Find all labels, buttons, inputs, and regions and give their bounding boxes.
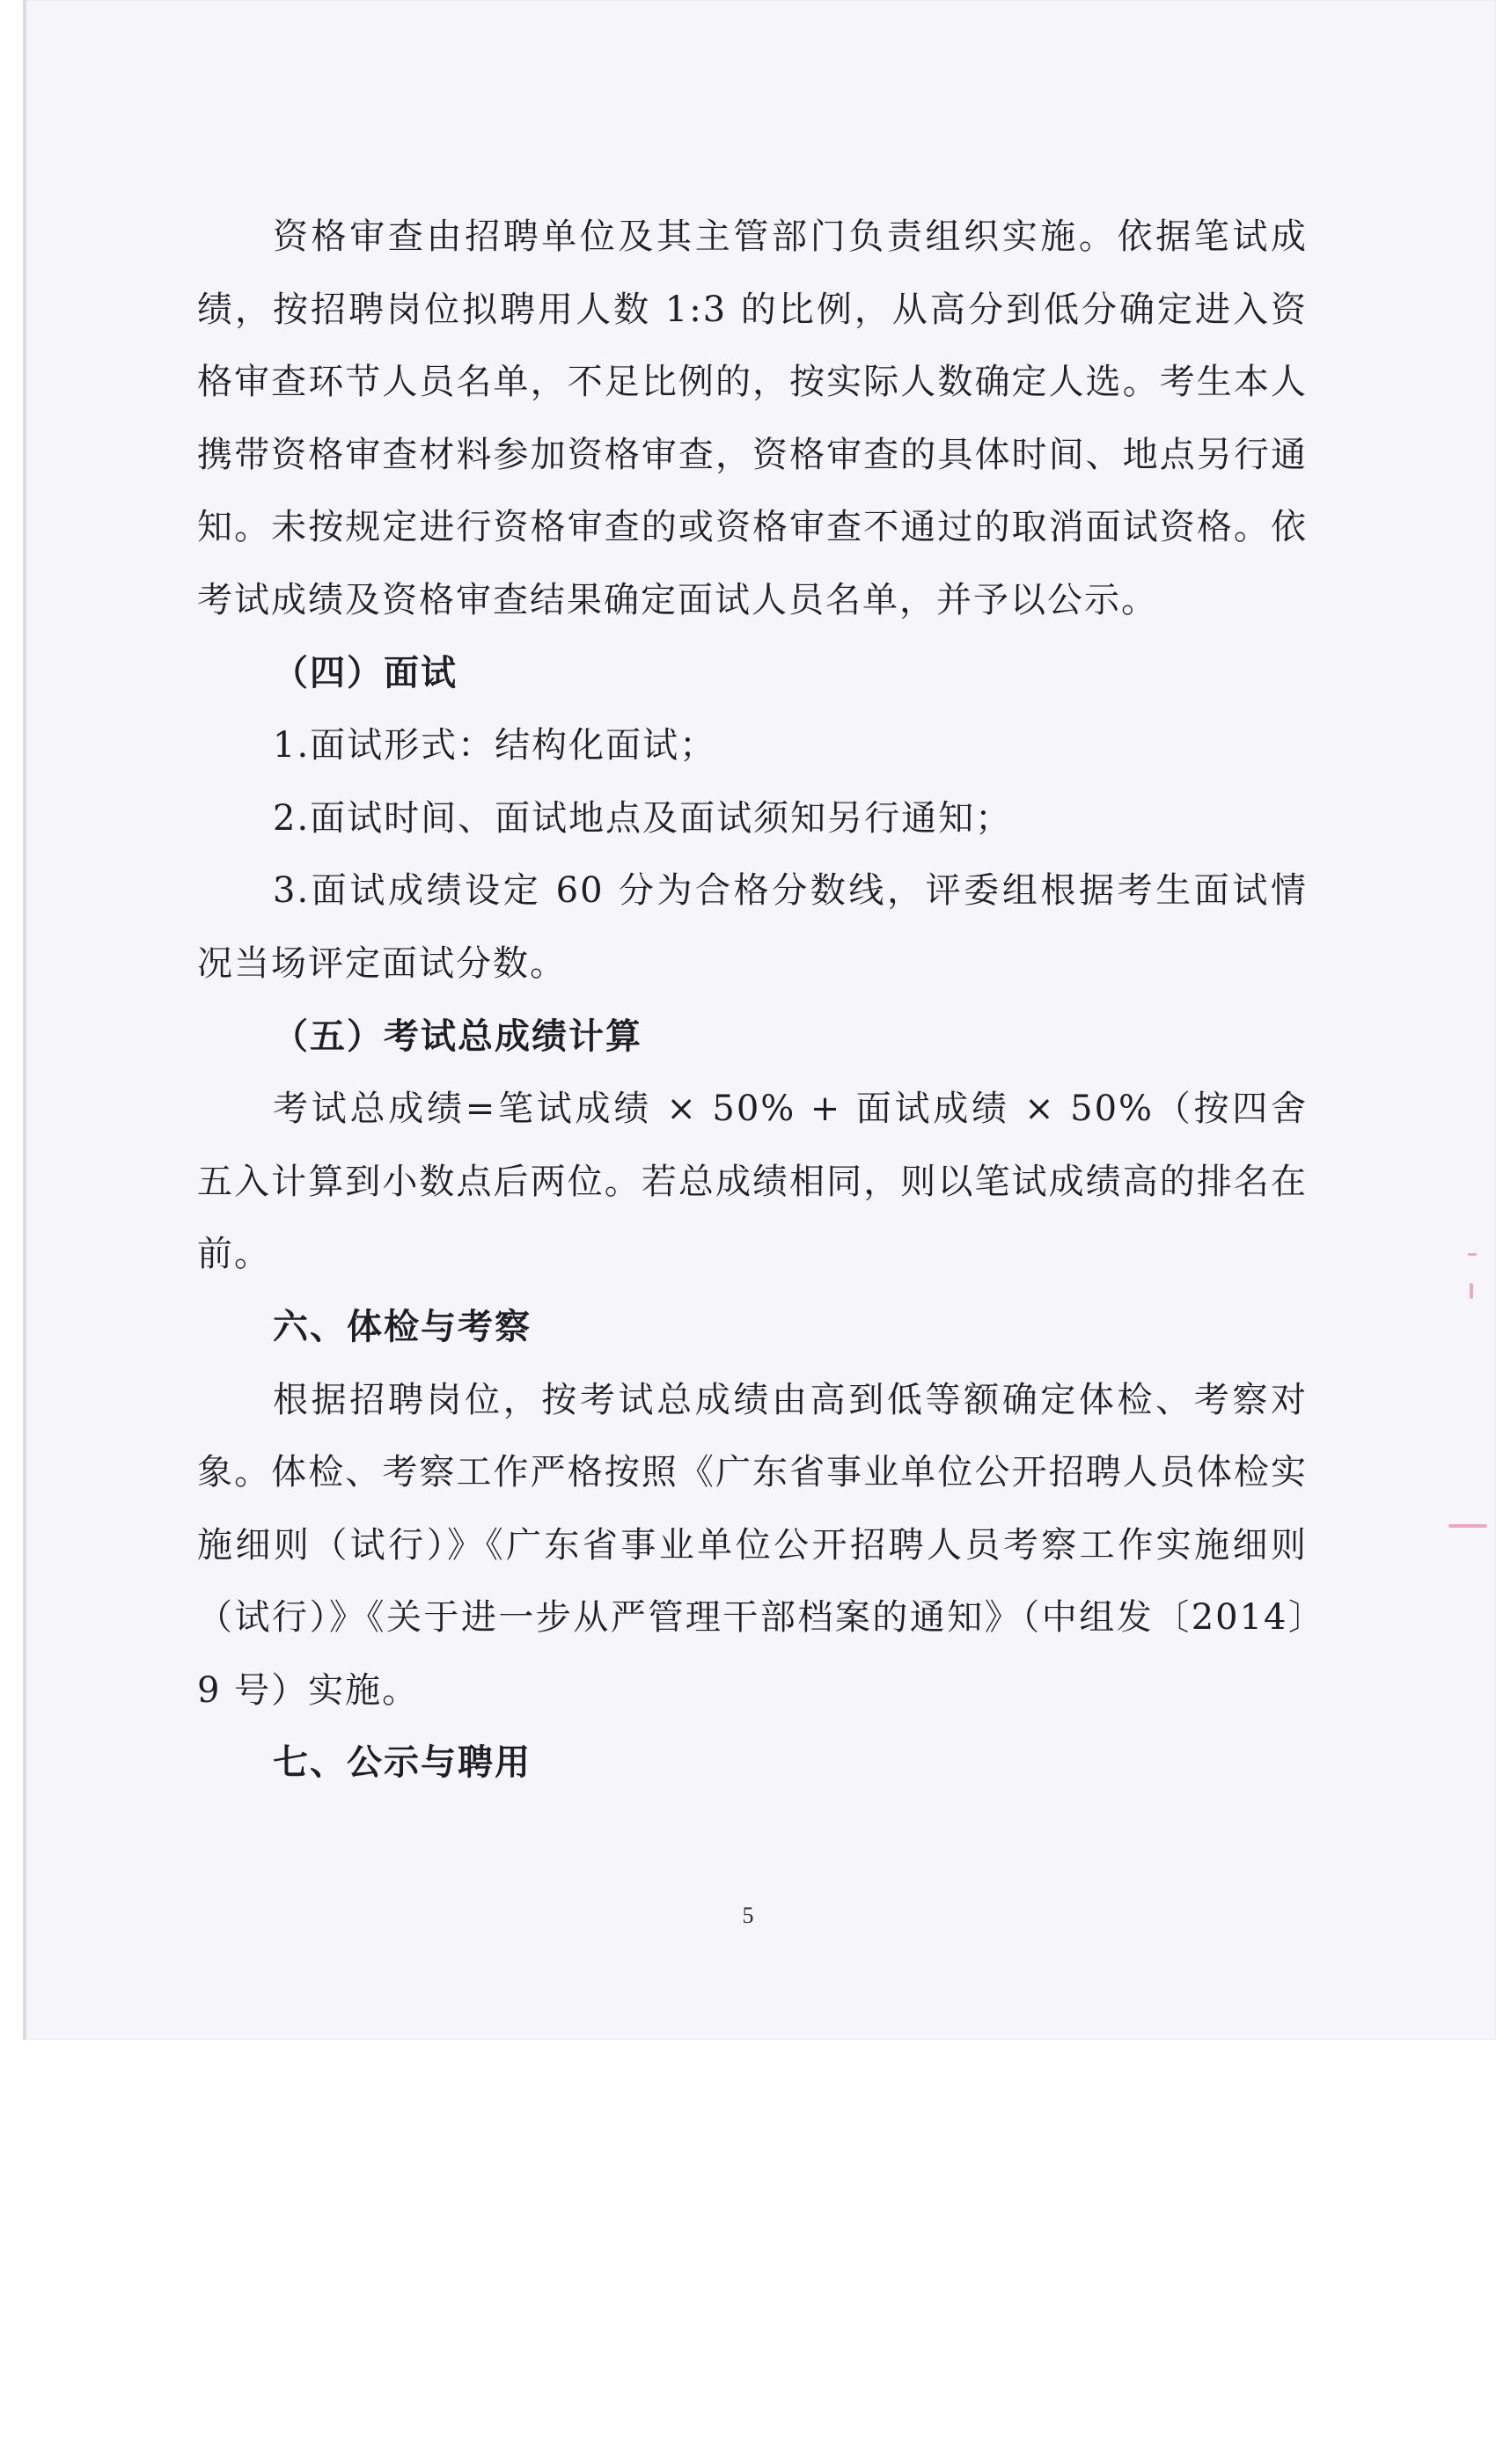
seal-mark [1470, 1283, 1473, 1299]
paragraph-interview-format: 1.面试形式：结构化面试； [273, 725, 717, 766]
page-number: 5 [742, 1903, 754, 1928]
paragraph-interview-score: 3.面试成绩设定 60 分为合格分数线，评委组根据考生面试情况当场评定面试分数。 [197, 870, 1308, 984]
heading-interview: （四）面试 [273, 652, 458, 693]
document-body [197, 201, 1308, 1800]
heading-publicity-employment: 七、公示与聘用 [273, 1742, 532, 1784]
seal-mark [1468, 1253, 1477, 1256]
heading-physical-exam: 六、体检与考察 [273, 1306, 532, 1347]
seal-mark [1448, 1524, 1487, 1528]
heading-total-score: （五）考试总成绩计算 [273, 1016, 642, 1057]
paragraph-qualification-review: 资格审查由招聘单位及其主管部门负责组织实施。依据笔试成绩，按招聘岗位拟聘用人数 1:3 的比例，从高分到低分确定进入资格审查环节人员名单，不足比例的，按实际人数确定人选。考生本人携带资格审查材料参加资格审查，资格审查的具体时间、地点另行通知。未按规定进行资格审查的或资格审查不通过的取消面试资格。依考试成绩及资格审查结果确定面试人员名单，并予以公示。 [197, 216, 1308, 620]
scan-edge-shadow [23, 0, 26, 2040]
paragraph-physical-exam: 根据招聘岗位，按考试总成绩由高到低等额确定体检、考察对象。体检、考察工作严格按照《广东省事业单位公开招聘人员体检实施细则（试行）》《广东省事业单位公开招聘人员考察工作实施细则（试行）》《关于进一步从严管理干部档案的通知》（中组发〔2014〕9 号）实施。 [197, 1379, 1308, 1711]
paragraph-total-score-formula: 考试总成绩=笔试成绩 × 50% + 面试成绩 × 50%（按四舍五入计算到小数点后两位。若总成绩相同，则以笔试成绩高的排名在前。 [197, 1089, 1308, 1275]
paragraph-interview-time: 2.面试时间、面试地点及面试须知另行通知； [273, 797, 1013, 839]
